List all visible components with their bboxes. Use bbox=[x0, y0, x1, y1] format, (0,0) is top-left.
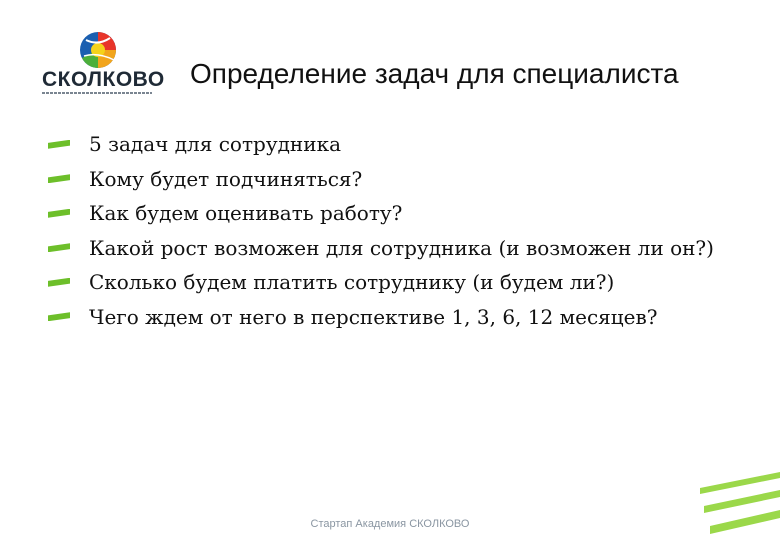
bullet-text: Сколько будем платить сотруднику (и будем ли?) bbox=[89, 270, 615, 295]
list-item bbox=[48, 265, 714, 300]
logo-name: СКОЛКОВО bbox=[42, 68, 165, 91]
bullet-marker-icon bbox=[48, 209, 70, 218]
bullet-text: Кому будет подчиняться? bbox=[89, 166, 363, 191]
bullet-marker-icon bbox=[48, 278, 70, 287]
list-item bbox=[48, 127, 714, 162]
globe-logo-icon bbox=[78, 30, 118, 70]
bullet-marker-icon bbox=[48, 312, 70, 321]
list-item bbox=[48, 196, 714, 231]
bullet-text: Как будем оценивать работу? bbox=[89, 201, 403, 226]
bullet-text: 5 задач для сотрудника bbox=[89, 132, 342, 157]
bullet-marker-icon bbox=[48, 140, 70, 149]
bullet-text: Какой рост возможен для сотрудника (и возможен ли он?) bbox=[89, 235, 714, 260]
list-item bbox=[48, 231, 714, 266]
bullet-marker-icon bbox=[48, 243, 70, 252]
bullet-list bbox=[48, 127, 714, 334]
skolkovo-logo bbox=[38, 30, 165, 102]
footer-caption: Стартап Академия СКОЛКОВО bbox=[310, 518, 470, 530]
decorative-stripes-icon bbox=[680, 460, 780, 540]
list-item bbox=[48, 300, 714, 335]
list-item bbox=[48, 162, 714, 197]
slide-title: Определение задач для специалиста bbox=[190, 58, 679, 89]
logo-tagline bbox=[42, 92, 152, 94]
bullet-marker-icon bbox=[48, 174, 70, 183]
bullet-text: Чего ждем от него в перспективе 1, 3, 6, 12 месяцев? bbox=[89, 304, 658, 329]
